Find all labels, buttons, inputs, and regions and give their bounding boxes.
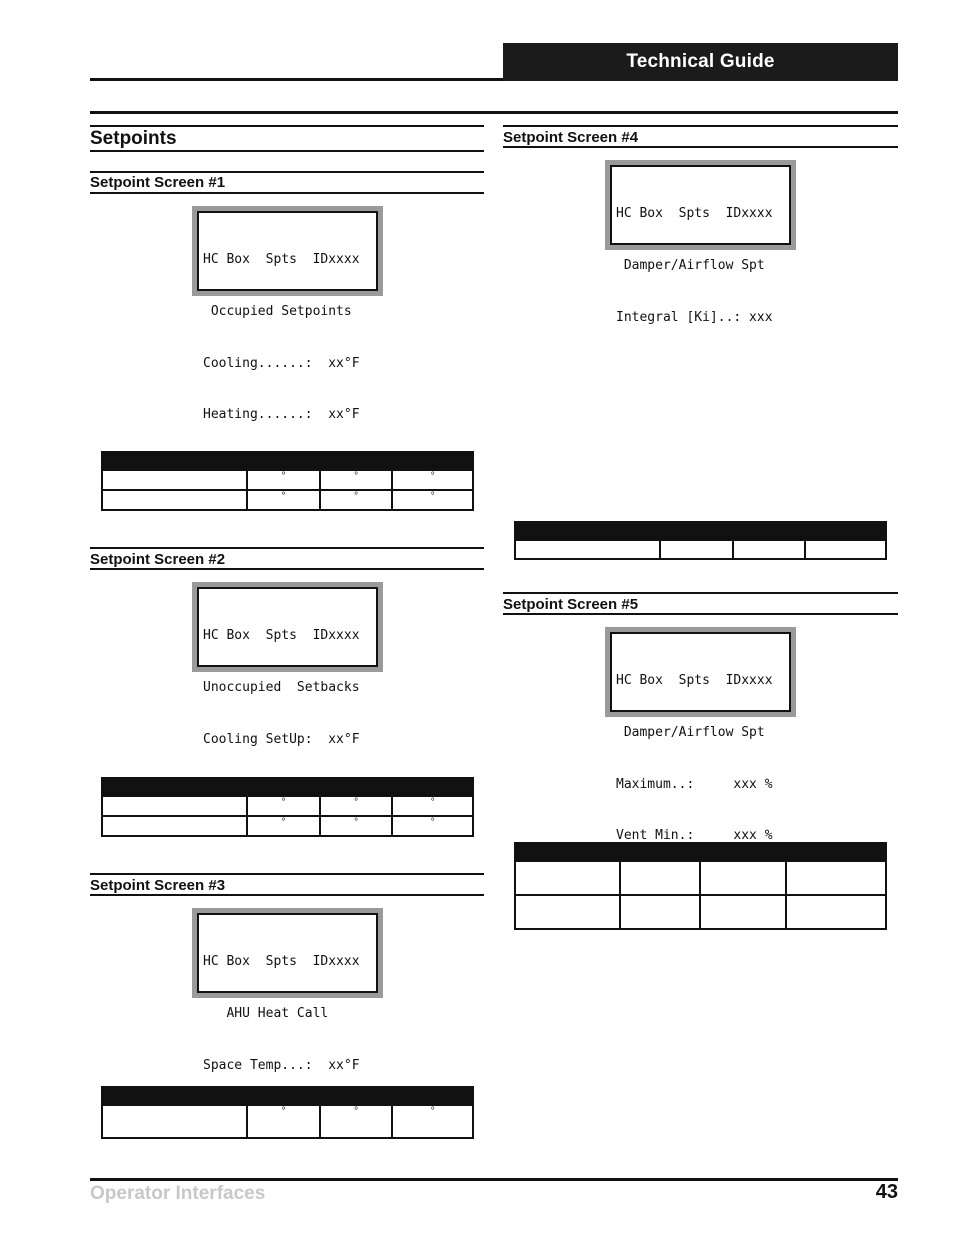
table-cell bbox=[515, 861, 620, 895]
lcd-line: Space Temp...: xx°F bbox=[203, 1057, 360, 1073]
lcd-display bbox=[197, 587, 378, 747]
table-header-row bbox=[102, 778, 473, 796]
lcd-screen-3 bbox=[192, 908, 383, 1073]
lcd-screen-2 bbox=[192, 582, 383, 747]
table-cell bbox=[102, 490, 247, 510]
table-header-row bbox=[515, 843, 886, 861]
top-rule bbox=[90, 111, 898, 114]
lcd-line: Damper/Airflow Spt bbox=[616, 725, 765, 740]
lcd-line: Maximum..: xxx % bbox=[616, 776, 773, 792]
table-cell: ° bbox=[247, 490, 320, 510]
table-cell: ° bbox=[392, 470, 473, 490]
lcd-line: AHU Heat Call bbox=[203, 1006, 329, 1021]
screen-4-heading: Setpoint Screen #4 bbox=[503, 129, 639, 146]
table-cell bbox=[733, 540, 806, 559]
lcd-screen-4 bbox=[605, 160, 796, 325]
lcd-line: Integral [Ki]..: xxx bbox=[616, 309, 773, 325]
lcd-line: HC Box Spts IDxxxx bbox=[203, 954, 360, 970]
table-row bbox=[515, 861, 886, 895]
table-cell: ° bbox=[247, 470, 320, 490]
heading-rule-top bbox=[90, 873, 484, 875]
lcd-line: HC Box Spts IDxxxx bbox=[616, 673, 773, 689]
table-cell bbox=[620, 861, 700, 895]
table-cell: ° bbox=[320, 816, 393, 836]
screen-2-heading: Setpoint Screen #2 bbox=[90, 551, 226, 568]
table-cell: ° bbox=[320, 1105, 393, 1138]
table-cell bbox=[515, 895, 620, 929]
table-row bbox=[102, 1105, 473, 1138]
heading-rule-bottom bbox=[503, 613, 898, 615]
table-row bbox=[515, 895, 886, 929]
table-cell bbox=[515, 540, 660, 559]
lcd-line: Heating......: xx°F bbox=[203, 407, 360, 423]
section-title: Setpoints bbox=[90, 128, 177, 149]
table-cell: ° bbox=[320, 796, 393, 816]
table-cell bbox=[102, 796, 247, 816]
lcd-line: Occupied Setpoints bbox=[203, 304, 352, 319]
heading-rule-top bbox=[503, 125, 898, 127]
table-cell: ° bbox=[392, 490, 473, 510]
footer-section-name: Operator Interfaces bbox=[90, 1183, 266, 1204]
lcd-line: HC Box Spts IDxxxx bbox=[203, 252, 360, 268]
table-cell bbox=[700, 895, 786, 929]
table-cell: ° bbox=[247, 816, 320, 836]
table-header-row bbox=[102, 1087, 473, 1105]
heading-rule-bottom bbox=[90, 192, 484, 194]
table-cell bbox=[786, 861, 886, 895]
screen-1-heading: Setpoint Screen #1 bbox=[90, 174, 226, 191]
lcd-line: Unoccupied Setbacks bbox=[203, 680, 360, 695]
page-number: 43 bbox=[875, 1181, 898, 1203]
table-cell: ° bbox=[247, 1105, 320, 1138]
table-cell bbox=[786, 895, 886, 929]
table-cell: ° bbox=[392, 816, 473, 836]
lcd-display bbox=[197, 211, 378, 423]
heading-rule-top bbox=[90, 547, 484, 549]
screen-5-table bbox=[514, 842, 887, 930]
table-cell: ° bbox=[247, 796, 320, 816]
table-row bbox=[515, 540, 886, 559]
lcd-line: Damper/Airflow Spt bbox=[616, 258, 765, 273]
table-row bbox=[102, 490, 473, 510]
screen-4-table bbox=[514, 521, 887, 560]
lcd-screen-1 bbox=[192, 206, 383, 423]
table-cell: ° bbox=[392, 1105, 473, 1138]
table-cell bbox=[102, 816, 247, 836]
lcd-display bbox=[197, 913, 378, 1073]
table-cell bbox=[805, 540, 886, 559]
table-cell bbox=[700, 861, 786, 895]
table-cell: ° bbox=[320, 470, 393, 490]
section-rule-bottom bbox=[90, 150, 484, 152]
screen-5-heading: Setpoint Screen #5 bbox=[503, 596, 639, 613]
heading-rule-bottom bbox=[90, 568, 484, 570]
table-cell bbox=[102, 1105, 247, 1138]
heading-rule-bottom bbox=[90, 894, 484, 896]
screen-1-table bbox=[101, 451, 474, 511]
lcd-screen-5 bbox=[605, 627, 796, 844]
table-cell bbox=[102, 470, 247, 490]
lcd-display bbox=[610, 632, 791, 844]
lcd-display bbox=[610, 165, 791, 325]
section-rule-top bbox=[90, 125, 484, 127]
guide-title: Technical Guide bbox=[503, 43, 898, 81]
lcd-line bbox=[616, 360, 789, 377]
heading-rule-top bbox=[90, 171, 484, 173]
table-header-row bbox=[102, 452, 473, 470]
table-cell: ° bbox=[392, 796, 473, 816]
screen-3-table bbox=[101, 1086, 474, 1139]
table-header-row bbox=[515, 522, 886, 540]
table-cell: ° bbox=[320, 490, 393, 510]
table-cell bbox=[620, 895, 700, 929]
table-row bbox=[102, 796, 473, 816]
lcd-line: Cooling SetUp: xx°F bbox=[203, 731, 360, 747]
table-cell bbox=[660, 540, 733, 559]
heading-rule-bottom bbox=[503, 146, 898, 148]
table-row bbox=[102, 470, 473, 490]
lcd-line: HC Box Spts IDxxxx bbox=[616, 206, 773, 222]
heading-rule-top bbox=[503, 592, 898, 594]
screen-3-heading: Setpoint Screen #3 bbox=[90, 877, 226, 894]
screen-2-table bbox=[101, 777, 474, 837]
table-row bbox=[102, 816, 473, 836]
footer-rule bbox=[90, 1178, 898, 1181]
lcd-line: Vent Min.: xxx % bbox=[616, 828, 773, 844]
lcd-line: Cooling......: xx°F bbox=[203, 355, 360, 371]
lcd-line: HC Box Spts IDxxxx bbox=[203, 628, 360, 644]
